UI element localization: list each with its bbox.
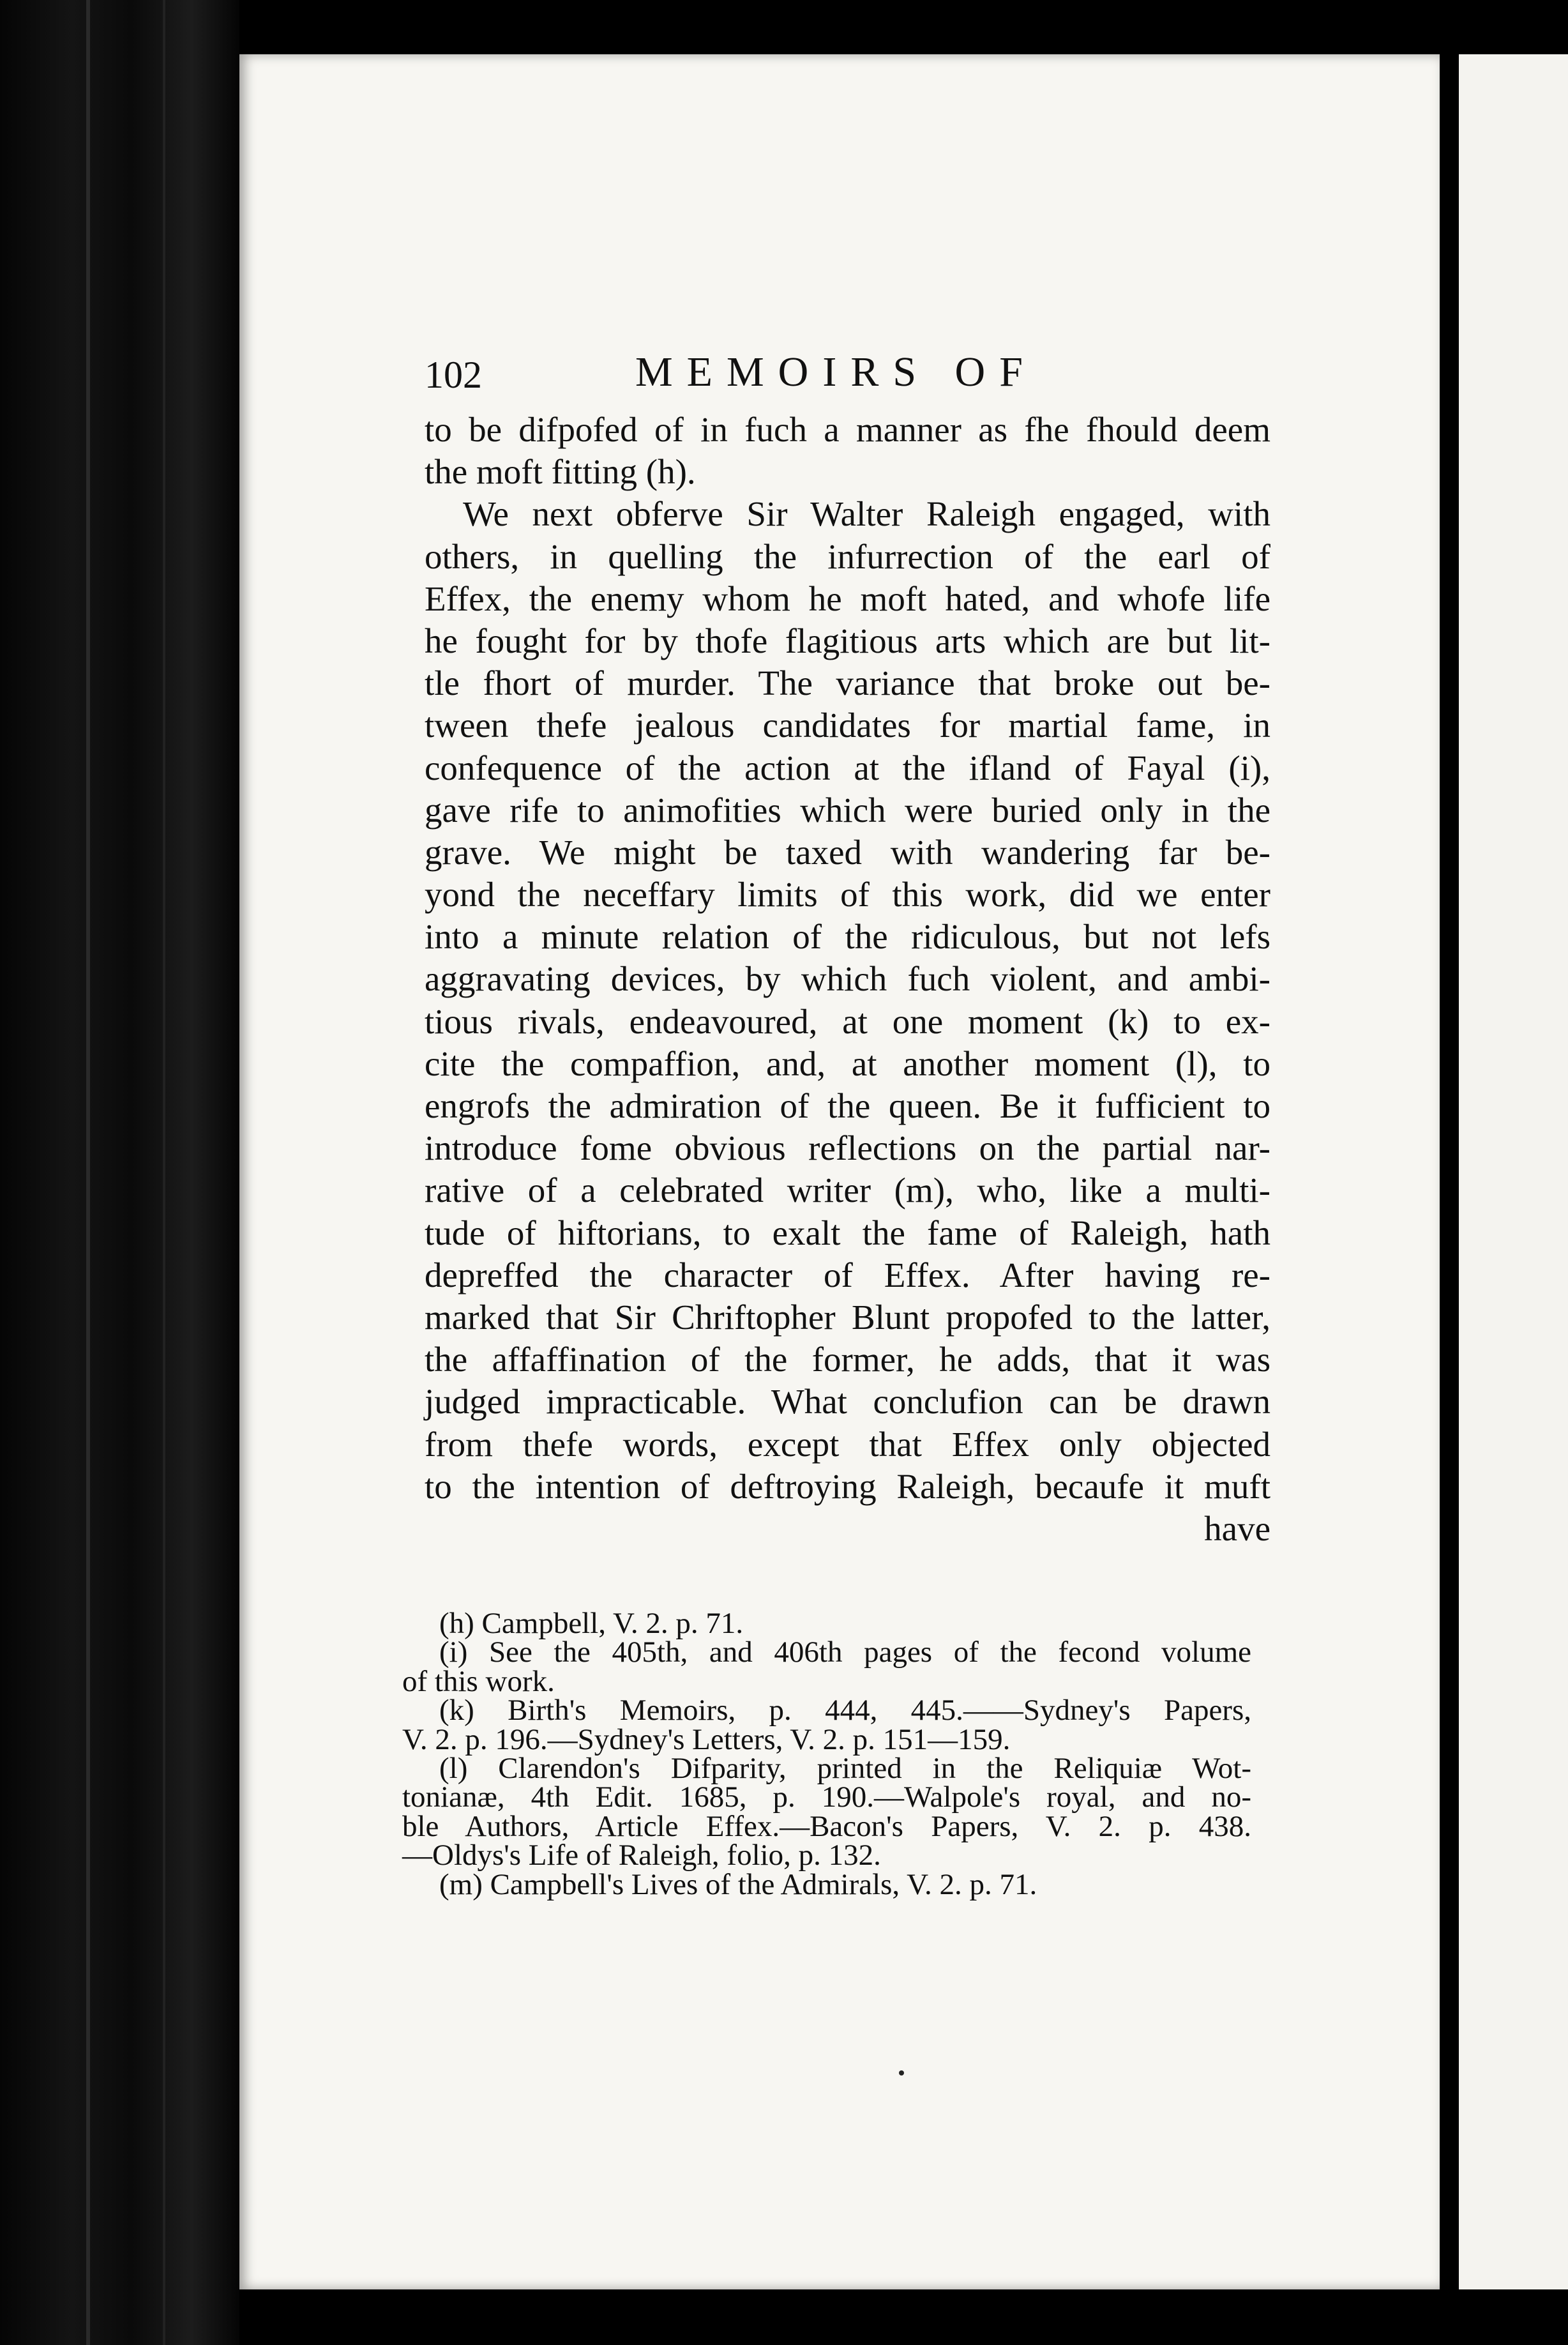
text-line: rative of a celebrated writer (m), who, like a multi- — [425, 1171, 1270, 1210]
text-line: introduce fome obvious reflections on the partial nar- — [425, 1128, 1270, 1168]
text-line: to the intention of deftroying Raleigh, becaufe it muft — [425, 1466, 1270, 1506]
footnote-line: (i) See the 405th, and 406th pages of the fecond volume — [439, 1635, 1251, 1669]
text-line: engrofs the admiration of the queen. Be it fufficient to — [425, 1086, 1270, 1125]
footnote-line: (m) Campbell's Lives of the Admirals, V. 2. p. 71. — [439, 1867, 1037, 1901]
text-line: from thefe words, except that Effex only objected — [425, 1424, 1270, 1464]
text-line: marked that Sir Chriftopher Blunt propofed to the latter, — [425, 1297, 1270, 1337]
text-line: Effex, the enemy whom he moft hated, and whofe life — [425, 579, 1270, 618]
footnote-line: V. 2. p. 196.—Sydney's Letters, V. 2. p. 151—159. — [402, 1722, 1011, 1756]
text-line: aggravating devices, by which fuch violent, and ambi- — [425, 959, 1270, 999]
text-line: cite the compaffion, and, at another moment (l), to — [425, 1043, 1270, 1083]
text-line: tle fhort of murder. The variance that broke out be- — [425, 664, 1270, 703]
footnotes — [402, 1609, 1251, 1899]
footnote-line: (l) Clarendon's Difparity, printed in the Reliquiæ Wot- — [439, 1751, 1251, 1785]
text-line: gave rife to animofities which were buried only in the — [425, 790, 1270, 830]
running-header — [425, 348, 1255, 406]
binding-shadow-stripe — [163, 0, 165, 2345]
text-line: tude of hiftorians, to exalt the fame of Raleigh, hath — [425, 1213, 1270, 1252]
text-line: the moft fitting (h). — [425, 452, 696, 492]
text-line: tween thefe jealous candidates for martial fame, in — [425, 706, 1270, 745]
page-gutter — [1440, 0, 1459, 2345]
text-line: into a minute relation of the ridiculous, but not lefs — [425, 917, 1270, 957]
facing-page-edge — [1459, 54, 1568, 2289]
body-text — [425, 409, 1270, 1550]
text-line: he fought for by thofe flagitious arts which are but lit- — [425, 621, 1270, 660]
footnote-line: ble Authors, Article Effex.—Bacon's Papers, V. 2. p. 438. — [402, 1809, 1251, 1843]
page-number: 102 — [425, 354, 482, 396]
text-line: judged impracticable. What conclufion can be drawn — [425, 1382, 1270, 1422]
footnote-line: —Oldys's Life of Raleigh, folio, p. 132. — [402, 1839, 881, 1872]
running-title: MEMOIRS OF — [635, 349, 1037, 395]
text-line: to be difpofed of in fuch a manner as fhe fhould deem — [425, 410, 1270, 449]
text-line: the affaffination of the former, he adds, that it was — [425, 1340, 1270, 1379]
text-line: tious rivals, endeavoured, at one moment (k) to ex- — [425, 1001, 1270, 1041]
binding-shadow-stripe — [86, 0, 90, 2345]
catchword: have — [1204, 1508, 1270, 1548]
text-line: confequence of the action at the ifland of Fayal (i), — [425, 748, 1270, 787]
footnote-line: of this work. — [402, 1664, 555, 1698]
footnote-line: (k) Birth's Memoirs, p. 444, 445.——Sydney's Papers, — [439, 1694, 1251, 1727]
text-line: depreffed the character of Effex. After having re- — [425, 1255, 1270, 1294]
ink-speck — [899, 2070, 904, 2076]
footnote-line: tonianæ, 4th Edit. 1685, p. 190.—Walpole's royal, and no- — [402, 1780, 1251, 1814]
text-line: grave. We might be taxed with wandering far be- — [425, 832, 1270, 872]
text-line: We next obferve Sir Walter Raleigh engaged, with — [463, 494, 1270, 534]
text-line: others, in quelling the infurrection of the earl of — [425, 536, 1270, 576]
book-binding-edge — [0, 0, 239, 2345]
footnote-line: (h) Campbell, V. 2. p. 71. — [439, 1607, 744, 1640]
text-line: yond the neceffary limits of this work, did we enter — [425, 875, 1270, 914]
